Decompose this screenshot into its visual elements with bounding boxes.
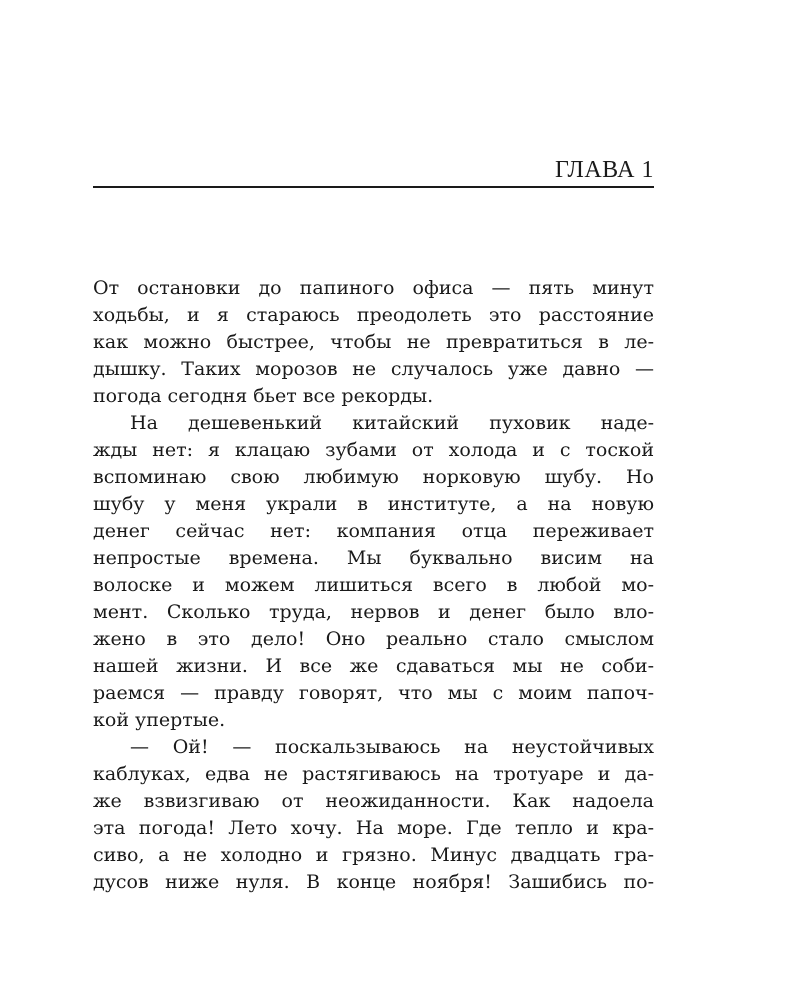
text-line: мент. Сколько труда, нервов и денег было вло-: [93, 601, 654, 623]
text-line: На дешевенький китайский пуховик надe-: [130, 412, 654, 434]
text-line: — Ой! — поскальзываюсь на неустойчивых: [130, 736, 654, 758]
text-line: же взвизгиваю от неожиданности. Как надоела: [93, 790, 654, 812]
text-line: дусов ниже нуля. В конце ноября! Зашибись по-: [93, 871, 654, 893]
text-line: денег сейчас нет: компания отца переживает: [93, 520, 654, 542]
chapter-header: [93, 150, 654, 190]
text-line: кой упертые.: [93, 709, 226, 731]
chapter-divider: [93, 186, 654, 188]
text-line: сиво, а не холодно и грязно. Минус двадцать гра-: [93, 844, 654, 866]
text-line: как можно быстрее, чтобы не превратиться в ле-: [93, 331, 654, 353]
text-line: непростые времена. Мы буквально висим на: [93, 547, 654, 569]
text-line: жды нет: я клацаю зубами от холода и с тоской: [93, 439, 654, 461]
text-line: дышку. Таких морозов не случалось уже давно —: [93, 358, 654, 380]
text-line: нашей жизни. И все же сдаваться мы не соби-: [93, 655, 654, 677]
text-line: ходьбы, и я стараюсь преодолеть это расстояние: [93, 304, 654, 326]
text-line: жено в это дело! Оно реально стало смыслом: [93, 628, 654, 650]
text-line: каблуках, едва не растягиваюсь на тротуаре и да-: [93, 763, 654, 785]
chapter-title: ГЛАВА 1: [554, 157, 654, 183]
text-line: волоске и можем лишиться всего в любой мо-: [93, 574, 654, 596]
text-line: раемся — правду говорят, что мы с моим папоч-: [93, 682, 654, 704]
text-line: От остановки до папиного офиса — пять минут: [93, 277, 654, 299]
chapter-body-text: [93, 275, 654, 896]
text-line: погода сегодня бьет все рекорды.: [93, 385, 434, 407]
text-line: шубу у меня украли в институте, а на новую: [93, 493, 654, 515]
text-line: эта погода! Лето хочу. На море. Где тепло и кра-: [93, 817, 654, 839]
text-line: вспоминаю свою любимую норковую шубу. Но: [93, 466, 654, 488]
